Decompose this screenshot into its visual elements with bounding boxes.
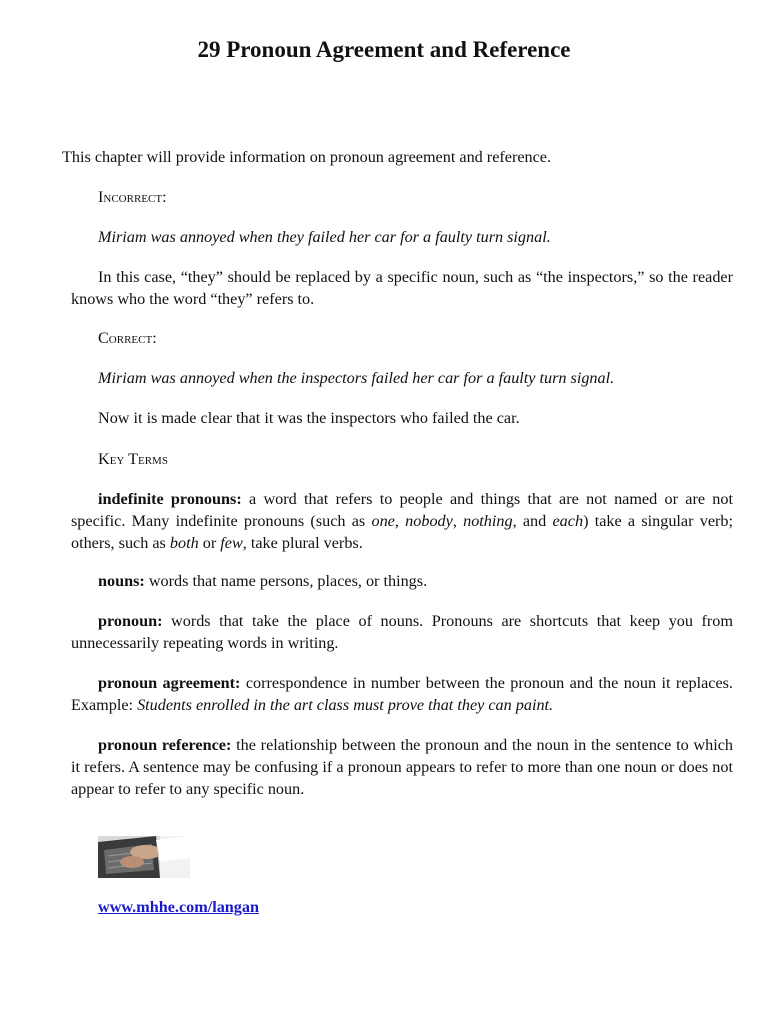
term-label: pronoun agreement: bbox=[98, 674, 241, 692]
correct-heading: Correct: bbox=[98, 329, 157, 347]
term-pronoun: pronoun: words that take the place of nouns. Pronouns are shortcuts that keep you from unnecessarily repeating words in writing. bbox=[71, 612, 733, 652]
incorrect-label: Incorrect bbox=[98, 188, 163, 206]
correct-example: Miriam was annoyed when the inspectors failed her car for a faulty turn signal. bbox=[98, 369, 615, 387]
correct-label: Correct bbox=[98, 329, 153, 347]
term-pronoun-agreement: pronoun agreement: correspondence in number between the pronoun and the noun it replaces. Example: Students enrolled in the art class must prove that they can paint. bbox=[71, 674, 733, 714]
term-pronoun-reference: pronoun reference: the relationship between the pronoun and the noun in the sentence to which it refers. A sentence may be confusing if a pronoun appears to refer to more than one noun or does not appear to refer to any specific noun. bbox=[71, 736, 733, 798]
term-nouns: nouns: words that name persons, places, or things. bbox=[98, 572, 428, 590]
incorrect-heading: Incorrect: bbox=[98, 188, 167, 206]
keyboard-hands-illustration bbox=[98, 836, 190, 878]
term-label: nouns: bbox=[98, 572, 145, 590]
term-label: pronoun: bbox=[98, 612, 163, 630]
term-label: pronoun reference: bbox=[98, 736, 232, 754]
website-link[interactable]: www.mhhe.com/langan bbox=[98, 898, 259, 916]
typing-hands-photo bbox=[98, 836, 190, 878]
incorrect-example: Miriam was annoyed when they failed her car for a faulty turn signal. bbox=[98, 228, 551, 246]
term-indefinite-pronouns: indefinite pronouns: a word that refers to people and things that are not named or are not specific. Many indefinite pronouns (such as one, nobody, nothing, and each) take a singular verb; others, such as both or few, take plural verbs. bbox=[71, 490, 734, 552]
term-label: indefinite pronouns: bbox=[98, 490, 242, 508]
clarification-paragraph: Now it is made clear that it was the inspectors who failed the car. bbox=[98, 409, 520, 427]
explanation-paragraph: In this case, “they” should be replaced by a specific noun, such as “the inspectors,” so the reader knows who the word “they” refers to. bbox=[71, 268, 733, 308]
key-terms-heading: Key Terms bbox=[98, 450, 168, 468]
page-title: 29 Pronoun Agreement and Reference bbox=[197, 37, 571, 62]
intro-paragraph: This chapter will provide information on pronoun agreement and reference. bbox=[62, 148, 552, 166]
